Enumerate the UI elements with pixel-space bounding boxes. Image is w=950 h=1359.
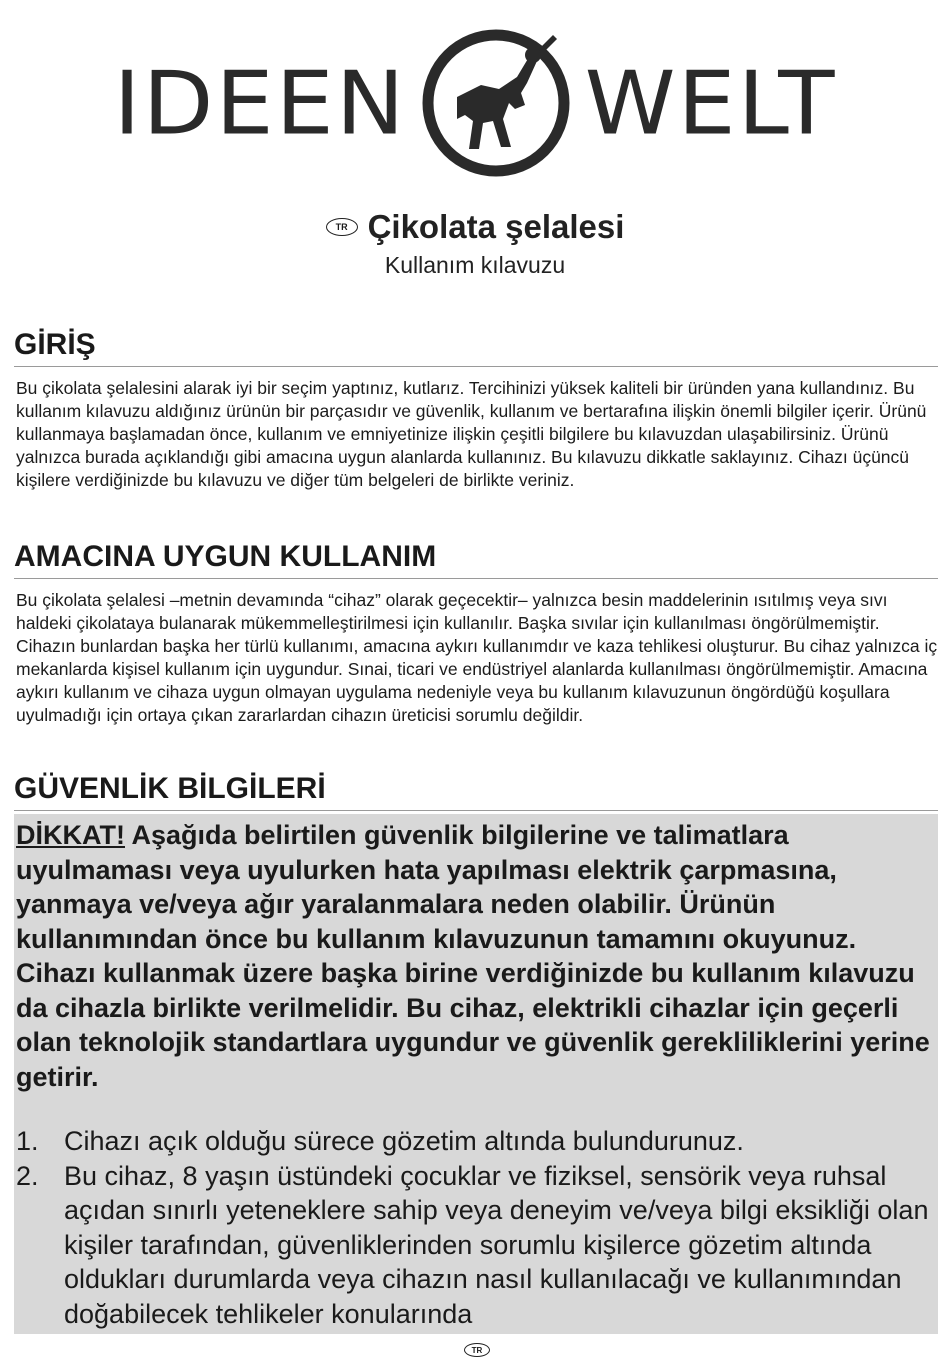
list-item xyxy=(14,1159,938,1332)
list-item-number: 1. xyxy=(16,1126,39,1156)
document-subtitle: Kullanım kılavuzu xyxy=(384,252,566,278)
document-title-block xyxy=(0,208,950,279)
section-safety-heading xyxy=(14,772,938,811)
list-item xyxy=(14,1124,938,1159)
logo-word-right: WELT xyxy=(584,52,837,154)
safety-instructions-list xyxy=(14,1124,938,1331)
language-badge: TR xyxy=(326,218,358,236)
intro-paragraph: Bu çikolata şelalesini alarak iyi bir seçim yaptınız, kutlarız. Tercihinizi yüksek kaliteli bir üründen yana kullandınız. Bu kullanım kılavuzu aldığınız ürünün bir parçasıdır ve güvenlik, kullanım ve bertarafına ilişkin önemli bilgiler içerir. Ürünü kullanmaya başlamadan önce, kullanım ve emniyetinize ilişkin çeşitli bilgilere bu kılavuzdan ulaşabilirsiniz. Ürünü yalnızca burada açıklandığı gibi amacına uygun alanlarda kullanınız. Bu kılavuzu dikkatle saklayınız. Cihazı üçüncü kişilere verdiğinizde bu kılavuzu ve diğer tüm belgeleri de birlikte veriniz. xyxy=(16,378,927,490)
title-row xyxy=(326,208,625,246)
warning-paragraph xyxy=(16,818,938,1094)
brand-logo xyxy=(0,18,950,188)
warning-label: DİKKAT! xyxy=(16,820,125,850)
list-item-text: Bu cihaz, 8 yaşın üstündeki çocuklar ve fiziksel, sensörik veya ruhsal açıdan sınırlı yeteneklere sahip veya deneyim ve/veya bilgi eksikliği olan kişiler tarafından, güvenliklerinden sorumlu kişilerce gözetim altında oldukları durumlarda veya cihazın nasıl kullanılacağı ve kullanımından doğabilecek tehlikeler konularında xyxy=(64,1160,929,1329)
logo-word-left: IDEEN xyxy=(113,52,407,154)
safety-heading: GÜVENLİK BİLGİLERİ xyxy=(14,772,938,811)
footer-language-badge: TR xyxy=(464,1343,490,1357)
section-intro xyxy=(14,328,938,492)
list-item-text: Cihazı açık olduğu sürece gözetim altında bulundurunuz. xyxy=(64,1126,744,1156)
intended-use-heading: AMACINA UYGUN KULLANIM xyxy=(14,540,938,579)
centaur-emblem-icon xyxy=(421,23,571,183)
list-item-number: 2. xyxy=(16,1160,39,1191)
document-title: Çikolata şelalesi xyxy=(367,208,625,245)
intro-heading: GİRİŞ xyxy=(14,328,938,367)
intended-use-paragraph: Bu çikolata şelalesi –metnin devamında “cihaz” olarak geçecektir– yalnızca besin maddelerinin ısıtılmış veya sıvı haldeki çikolataya bulanarak mükemmelleştirilmesi için kullanılır. Başka sıvılar için kullanılması öngörülmemiştir. Cihazın bunlardan başka her türlü kullanımı, amacına aykırı kullanımdır ve kaza tehlikesi oluşturur. Bu cihaz yalnızca iç mekanlarda kişisel kullanım için uygundur. Sınai, ticari ve endüstriyel alanlarda kullanılması öngörülmemiştir. Amacına aykırı kullanım ve cihaza uygun olmayan uygulama nedeniyle veya bu kullanım kılavuzunun öngördüğü koşullara uyulmadığı için ortaya çıkan zararlardan cihazın üreticisi sorumlu değildir. xyxy=(16,590,938,725)
section-intended-use xyxy=(14,540,938,727)
warning-text: Aşağıda belirtilen güvenlik bilgilerine ve talimatlara uyulmaması veya uyulurken hata yapılması elektrik çarpmasına, yanmaya ve/veya ağır yaralanmalara neden olabilir. Ürünün kullanımından önce bu kullanım kılavuzunun tamamını okuyunuz. Cihazı kullanmak üzere başka birine verdiğinizde bu kullanım kılavuzu da cihazla birlikte verilmelidir. Bu cihaz, elektrikli cihazlar için geçerli olan teknolojik standartlara uygundur ve güvenlik gerekliliklerini yerine getirir. xyxy=(16,820,930,1092)
safety-warning-box xyxy=(14,814,938,1334)
